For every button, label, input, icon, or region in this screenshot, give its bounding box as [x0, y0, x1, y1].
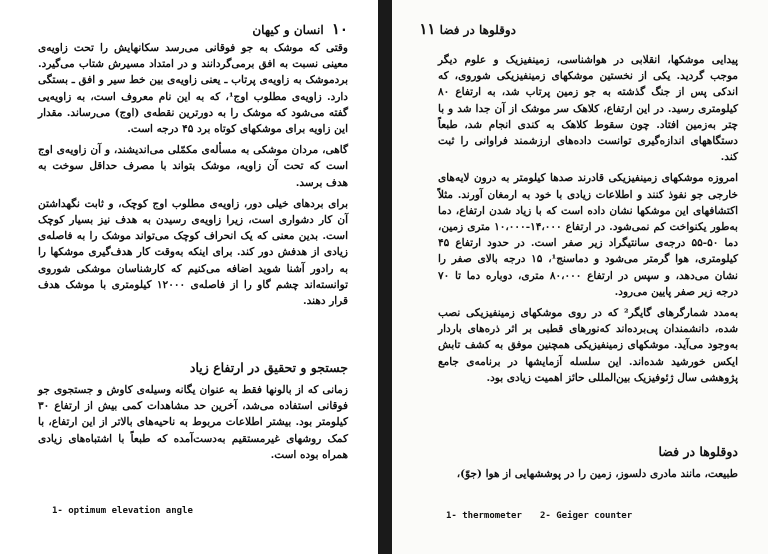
right-page-number: ۱۱	[419, 20, 436, 38]
left-body	[38, 40, 348, 314]
right-page	[392, 0, 768, 554]
paragraph: طبیعت، مانند مادری دلسوز، زمین را در پوششهایی از هوا (جوّ)،	[456, 468, 738, 480]
right-body-2	[438, 466, 738, 487]
book-gutter	[378, 0, 392, 554]
paragraph: وقتی که موشک به جو فوقانی می‌رسد سکانهایش را تحت زاویه‌ی معینی نسبت به افق برمی‌گردانند و در امتداد مسیرش شتاب می‌گیرد. بردموشک به زاویه‌ی پرتاب ـ یعنی زاویه‌ی بین خط سیر و افق ـ بستگی دارد. زاویه‌ی مطلوب اوج¹، که به این نام معروف است، به زاویه‌یی گفته می‌شود که موشک را به دورترین نقطه‌ی (اوج) می‌رساند. مقدار این زاویه برای موشکهای کوتاه برد ۴۵ درجه است.	[38, 42, 348, 136]
paragraph: پیدایی موشکها، انقلابی در هواشناسی، زمینفیزیک و علوم دیگر موجب گردید. یکی از نخستین موشکهای زمینفیزیکی شوروی، که اندکی پس از جنگ گذشته به جو زمین پرتاب شد، به ارتفاع ۸۰ کیلومتری رسید. در این ارتفاع، کلاهک سر موشک از آن جدا شد و با چتر به‌زمین افتاد. چون سقوط کلاهک به کندی انجام شد، طبعاً دستگاههای اندازه‌گیری توانست داده‌های ارزشمند فراوانی را ثبت کند.	[438, 54, 738, 164]
left-page	[0, 0, 378, 554]
paragraph: به‌مدد شمارگرهای گایگر² که در روی موشکهای زمینفیزیکی نصب شده، دانشمندان پی‌برده‌اند که‌نورهای قطبی بر اثر ذره‌های باردار به‌وجود می‌آید. موشکهای زمینفیزیکی همچنین موفق به کشف تابش ایکس خورشید شده‌اند. این سلسله آزمایشها در برنامه‌ی جامع پژوهشی سال ژئوفیزیک بین‌المللی حائز اهمیت زیادی بود.	[438, 307, 739, 384]
left-body-2	[38, 382, 348, 468]
left-footnote: 1- optimum elevation angle	[52, 506, 193, 516]
right-footnote-1: 1- thermometer	[446, 511, 522, 521]
right-footnote-2: 2- Geiger counter	[540, 511, 633, 521]
paragraph: امروزه موشکهای زمینفیزیکی قادرند صدها کیلومتر به درون لایه‌های خارجی جو نفوذ کنند و اطلاعات زیادی با خود به ارمغان آورند. مثلاً اکتشافهای این موشکها نشان داده است که با زیاد شدن ارتفاع، دما به‌طور یکنواخت کم نمی‌شود. در ارتفاع ۱۴،۰۰۰-۱۰،۰۰۰ متری زمین، دما ۵۰-۵۵ درجه‌ی سانتیگراد زیر صفر است. در حدود ارتفاع ۴۵ کیلومتری، هوا گرمتر می‌شود و دماسنج¹، ۱۵ درجه بالای صفر را نشان می‌دهد، و سپس در ارتفاع ۸۰،۰۰۰ متری، دوباره دما تا ۷۰ درجه زیر صفر پایین می‌رود.	[438, 172, 739, 298]
left-subheading: جستجو و تحقیق در ارتفاع زیاد	[189, 360, 348, 375]
right-subheading: دوقلوها در فضا	[658, 444, 738, 459]
paragraph: زمانی که از بالونها فقط به عنوان یگانه وسیله‌ی کاوش و جستجوی جو فوقانی استفاده می‌شد، آخرین حد مشاهدات کمی بیش از ارتفاع ۳۰ کیلومتر بود. بیشتر اطلاعات مربوط به ناحیه‌های بالاتر از این ارتفاع، با کمک روشهای غیرمستقیم به‌دست‌آمده که طبعاً با اشتباه‌های زیادی همراه بوده است.	[38, 384, 348, 461]
left-page-number: ۱۰	[331, 20, 348, 38]
right-running-head: دوقلوها در فضا	[439, 23, 516, 37]
right-body	[438, 52, 738, 391]
paragraph: گاهی، مردان موشکی به مسأله‌ی مکمّلی می‌اندیشند، و آن زاویه‌ی اوج است که تحت آن زاویه، موشک بتواند با مصرف حداقل سوخت به هدف برسد.	[38, 144, 348, 189]
left-page-header	[252, 20, 348, 38]
left-running-head: انسان و کیهان	[252, 23, 324, 37]
right-page-header	[415, 20, 516, 38]
paragraph: برای بردهای خیلی دور، زاویه‌ی مطلوب اوج کوچک، و ثابت نگهداشتن آن کار دشواری است، زیرا زاویه‌ی رسیدن به هدف نیز بسیار کوچک است. بدین معنی که یک انحراف کوچک می‌تواند موشک را به فاصله‌ی زیادی از هدفش دور کند. برای اینکه به‌وقت کار هدف‌گیری موشکها را به رادور آشنا شوید اضافه می‌کنیم که کارشناسان موشکی شوروی توانسته‌اند چشم گاو را از فاصله‌ی ۱۲۰۰۰ کیلومتری با موشک هدف قرار دهند.	[38, 197, 348, 308]
